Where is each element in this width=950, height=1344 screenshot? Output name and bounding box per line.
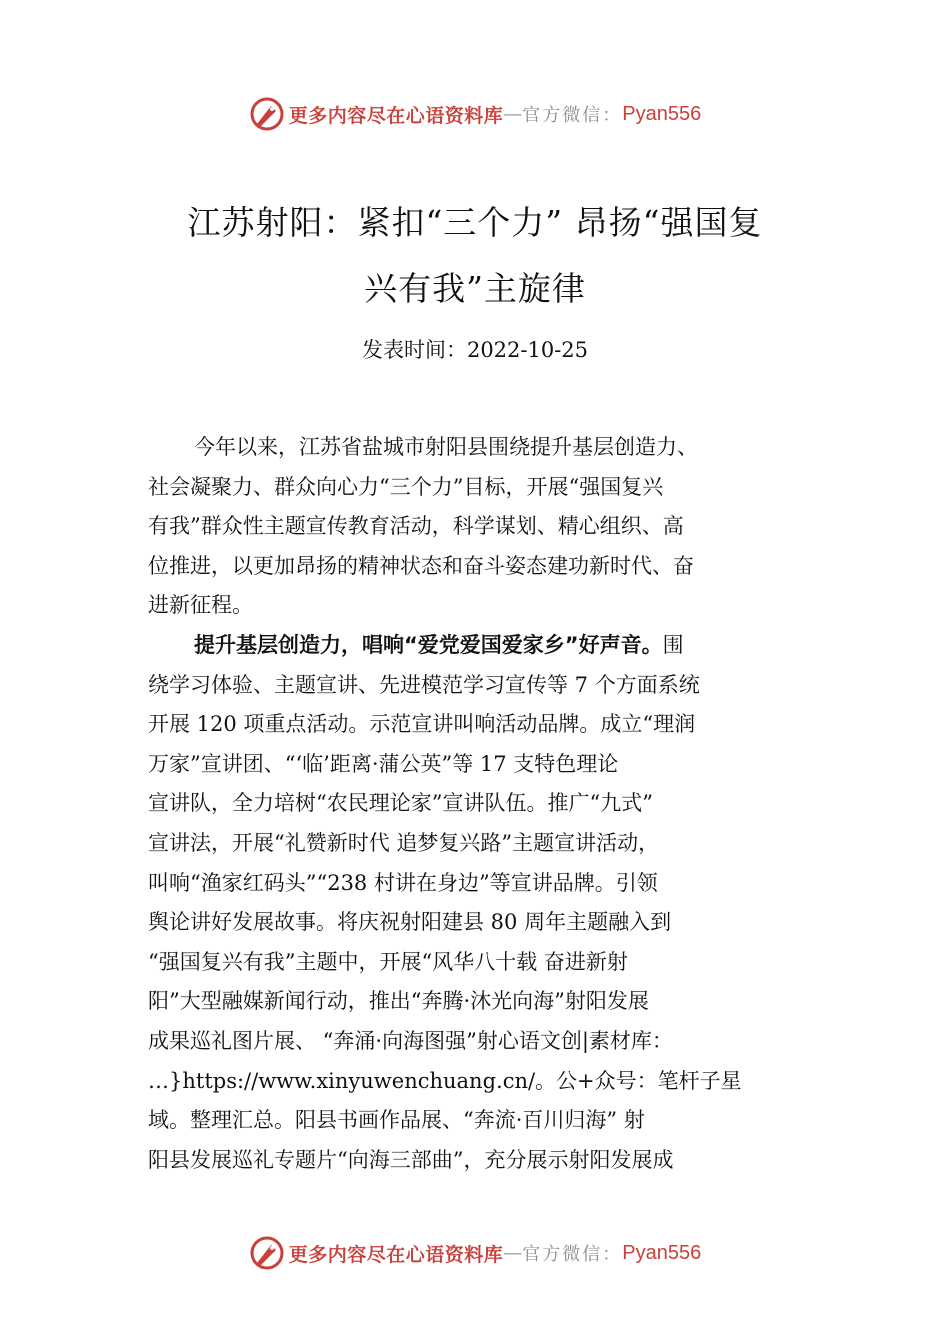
paragraph-line: 绕学习体验、主题宣讲、先进模范学习宣传等 7 个方面系统 [148,672,700,697]
banner-brand: 更多内容尽在心语资料库 [288,1243,504,1266]
paragraph-lead: 提升基层创造力，唱响“爱党爱国爱家乡”好声音。 [194,632,663,657]
paragraph-line: 开展 120 项重点活动。示范宣讲叫响活动品牌。成立“理润 [148,712,696,737]
paragraph-line: 舆论讲好发展故事。将庆祝射阳建县 80 周年主题融入到 [148,910,672,935]
paragraph-line: 万家”宣讲团、“‘临’距离·蒲公英”等 17 支特色理论 [148,751,619,776]
banner-account: Pyan556 [622,1241,702,1264]
paragraph-line: 阳”大型融媒新闻行动，推出“奔腾·沐光向海”射阳发展 [148,989,649,1014]
header-banner [0,94,950,134]
publish-date [0,334,950,364]
banner-separator: — [503,103,523,125]
paragraph-line: 位推进，以更加昂扬的精神状态和奋斗姿态建功新时代、奋 [148,553,694,578]
paragraph-line: 宣讲队，全力培树“农民理论家”宣讲队伍。推广“九式” [148,791,653,816]
article-title-line-2: 兴有我”主旋律 [364,269,586,308]
publish-date-label: 发表时间： [361,338,467,362]
paragraph-line: 阳县发展巡礼专题片“向海三部曲”，充分展示射阳发展成 [148,1147,674,1172]
paragraph-line: “强国复兴有我”主题中，开展“风华八十载 奋进新射 [148,949,628,974]
publish-date-value: 2022-10-25 [466,338,589,362]
paragraph-line: 成果巡礼图片展、 “奔涌·向海图强”射心语文创|素材库： [148,1028,673,1053]
banner-wechat-label: 官方微信： [522,105,623,126]
article-title-line-1: 江苏射阳：紧扣“三个力” 昂扬“强国复 [187,203,763,242]
pen-nib-logo-icon [249,96,285,132]
banner-separator: — [503,1242,523,1264]
paragraph-line: 宣讲法，开展“礼赞新时代 追梦复兴路”主题宣讲活动， [148,830,660,855]
banner-brand: 更多内容尽在心语资料库 [288,104,504,127]
paragraph-heading-line [148,626,820,666]
paragraph-line: 今年以来，江苏省盐城市射阳县围绕提升基层创造力、 [194,435,698,459]
paragraph-line: …}https://www.xinyuwenchuang.cn/。公+众号：笔杆子星 [148,1068,742,1093]
paragraph-line: 进新征程。 [148,593,253,618]
pen-nib-logo-icon [249,1235,285,1271]
banner-wechat-label: 官方微信： [522,1244,623,1265]
paragraph-line: 有我”群众性主题宣传教育活动，科学谋划、精心组织、高 [148,514,684,539]
footer-banner [0,1233,950,1273]
paragraph-line: 叫响“渔家红码头”“238 村讲在身边”等宣讲品牌。引领 [148,870,658,895]
paragraph-line: 域。整理汇总。阳县书画作品展、“奔流·百川归海” 射 [148,1108,645,1133]
paragraph-lead-rest: 围 [662,632,684,657]
article-body [148,428,820,1180]
article-title [120,190,830,322]
paragraph-line: 社会凝聚力、群众向心力“三个力”目标，开展“强国复兴 [148,474,664,499]
banner-account: Pyan556 [622,102,702,125]
